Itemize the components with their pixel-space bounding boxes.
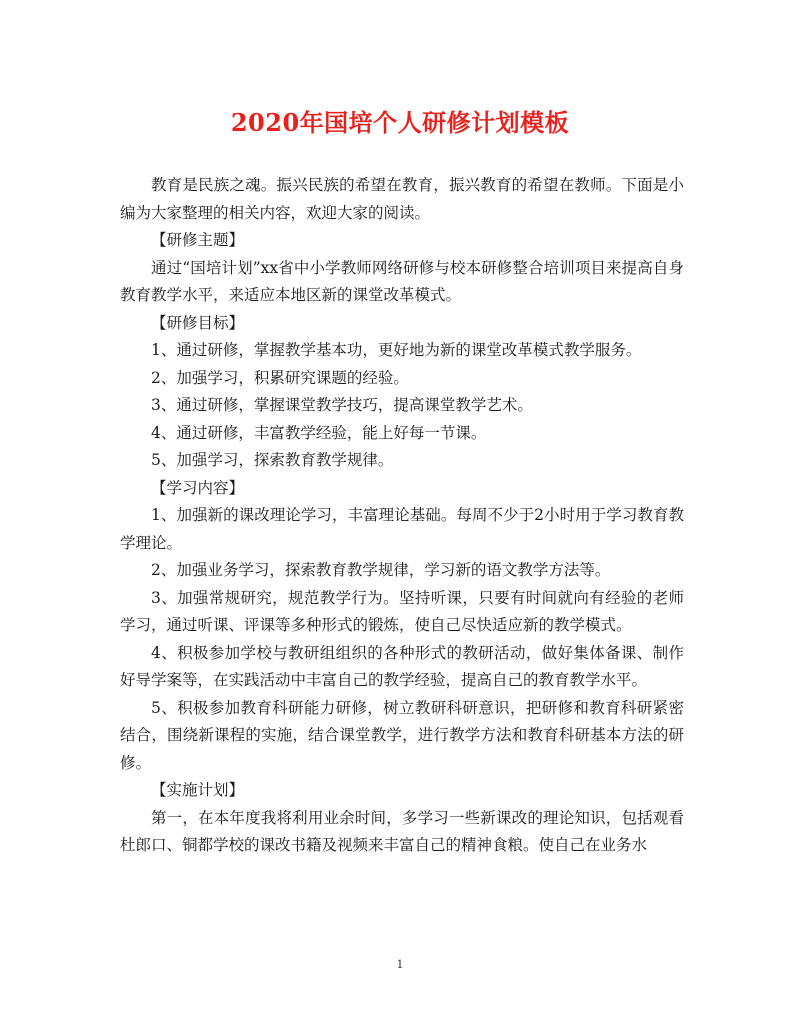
- plan-paragraph: 第一，在本年度我将利用业余时间，多学习一些新课改的理论知识，包括观看杜郎口、铜都学校的课改书籍及视频来丰富自己的精神食粮。使自己在业务水: [120, 808, 684, 854]
- goal-item: 5、加强学习，探索教育教学规律。: [151, 451, 394, 469]
- document-title: 2020年国培个人研修计划模板: [230, 108, 570, 137]
- content-item: 4、积极参加学校与教研组组织的各种形式的教研活动，做好集体备课、制作好导学案等，在实践活动中丰富自己的教学经验，提高自己的教育教学水平。: [120, 643, 684, 689]
- content-item: 5、积极参加教育科研能力研修，树立教研科研意识，把研修和教育科研紧密结合，围绕新课程的实施，结合课堂教学，进行教学方法和教育科研基本方法的研修。: [120, 698, 684, 772]
- section-heading-content: 【学习内容】: [151, 478, 245, 497]
- section-heading-goals: 【研修目标】: [151, 313, 245, 332]
- content-item: 3、加强常规研究，规范教学行为。坚持听课，只要有时间就向有经验的老师学习，通过听课、评课等多种形式的锻炼，使自己尽快适应新的教学模式。: [120, 588, 684, 634]
- section-heading-theme: 【研修主题】: [151, 231, 245, 249]
- goal-item: 1、通过研修，掌握教学基本功，更好地为新的课堂改革模式教学服务。: [151, 341, 642, 359]
- content-item: 2、加强业务学习，探索教育教学规律，学习新的语文教学方法等。: [151, 561, 611, 579]
- goal-item: 3、通过研修，掌握课堂教学技巧，提高课堂教学艺术。: [151, 396, 533, 414]
- document-body: [120, 172, 684, 860]
- goal-item: 2、加强学习，积累研究课题的经验。: [151, 368, 409, 387]
- intro-paragraph: 教育是民族之魂。振兴民族的希望在教育，振兴教育的希望在教师。下面是小编为大家整理的相关内容，欢迎大家的阅读。: [120, 176, 684, 222]
- section-heading-plan: 【实施计划】: [151, 781, 245, 799]
- goal-item: 4、通过研修，丰富教学经验，能上好每一节课。: [151, 423, 487, 442]
- theme-paragraph: 通过“国培计划”xx省中小学教师网络研修与校本研修整合培训项目来提高自身教育教学水平，来适应本地区新的课堂改革模式。: [120, 258, 684, 304]
- content-item: 1、加强新的课改理论学习，丰富理论基础。每周不少于2小时用于学习教育教学理论。: [120, 506, 684, 552]
- page-number: 1: [396, 958, 404, 971]
